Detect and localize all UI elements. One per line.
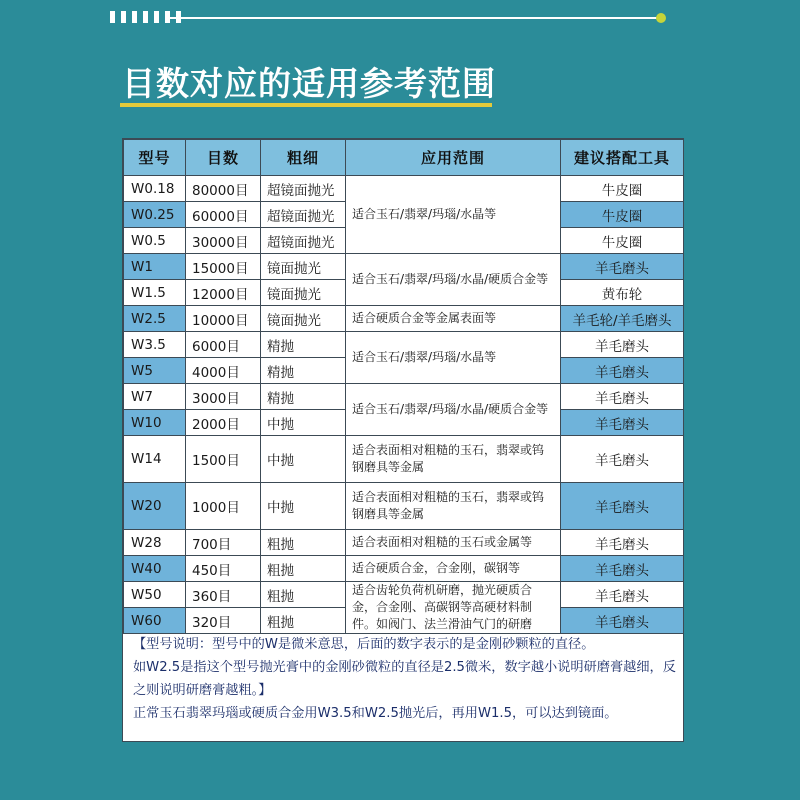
header-row <box>124 140 684 176</box>
tool-cell: 羊毛磨头 <box>561 410 684 436</box>
mesh-cell: 360目 <box>186 582 261 608</box>
model-cell: W0.18 <box>124 176 186 202</box>
mesh-cell: 700目 <box>186 530 261 556</box>
table-row <box>124 254 684 280</box>
note-line: 正常玉石翡翠玛瑙或硬质合金用W3.5和W2.5抛光后，再用W1.5，可以达到镜面。 <box>133 706 618 721</box>
table-row <box>124 306 684 332</box>
grade-cell: 粗抛 <box>261 556 346 582</box>
model-cell: W7 <box>124 384 186 410</box>
tool-cell: 羊毛磨头 <box>561 384 684 410</box>
grade-cell: 精抛 <box>261 384 346 410</box>
mesh-cell: 80000目 <box>186 176 261 202</box>
tool-cell: 牛皮圈 <box>561 176 684 202</box>
model-cell: W28 <box>124 530 186 556</box>
mesh-cell: 1500目 <box>186 436 261 483</box>
application-cell: 适合玉石/翡翠/玛瑙/水晶/硬质合金等 <box>346 384 561 436</box>
tool-cell: 黄布轮 <box>561 280 684 306</box>
mesh-cell: 320目 <box>186 608 261 634</box>
grade-cell: 粗抛 <box>261 530 346 556</box>
tool-cell: 羊毛磨头 <box>561 254 684 280</box>
grade-cell: 粗抛 <box>261 582 346 608</box>
tool-cell: 羊毛磨头 <box>561 530 684 556</box>
grade-cell: 超镜面抛光 <box>261 228 346 254</box>
mesh-cell: 12000目 <box>186 280 261 306</box>
mesh-cell: 6000目 <box>186 332 261 358</box>
model-cell: W2.5 <box>124 306 186 332</box>
accent-dot <box>656 13 666 23</box>
grade-cell: 镜面抛光 <box>261 306 346 332</box>
table-row <box>124 332 684 358</box>
application-cell: 适合硬质合金，合金刚，碳钢等 <box>346 556 561 582</box>
model-cell: W1.5 <box>124 280 186 306</box>
mesh-cell: 60000目 <box>186 202 261 228</box>
table-row <box>124 582 684 608</box>
application-cell: 适合齿轮负荷机研磨，抛光硬质合金，合金刚、高碳钢等高硬材料制件。如阀门、法兰滑油气门的研磨 <box>346 582 561 634</box>
note-line: 如W2.5是指这个型号抛光膏中的金刚砂微粒的直径是2.5微米，数字越小说明研磨膏越细，反之则说明研磨膏越粗。】 <box>133 660 676 698</box>
model-cell: W14 <box>124 436 186 483</box>
mesh-cell: 2000目 <box>186 410 261 436</box>
top-line <box>170 17 660 19</box>
model-cell: W40 <box>124 556 186 582</box>
table-row <box>124 556 684 582</box>
application-cell: 适合玉石/翡翠/玛瑙/水晶等 <box>346 176 561 254</box>
mesh-cell: 4000目 <box>186 358 261 384</box>
header-model: 型号 <box>124 140 186 176</box>
grade-cell: 中抛 <box>261 483 346 530</box>
grade-cell: 中抛 <box>261 410 346 436</box>
tool-cell: 牛皮圈 <box>561 202 684 228</box>
tool-cell: 羊毛磨头 <box>561 332 684 358</box>
tool-cell: 羊毛磨头 <box>561 358 684 384</box>
title-underline <box>120 103 492 107</box>
tool-cell: 羊毛磨头 <box>561 436 684 483</box>
mesh-cell: 3000目 <box>186 384 261 410</box>
model-cell: W10 <box>124 410 186 436</box>
table-row <box>124 530 684 556</box>
header-application: 应用范围 <box>346 140 561 176</box>
grade-cell: 超镜面抛光 <box>261 202 346 228</box>
mesh-cell: 450目 <box>186 556 261 582</box>
grade-cell: 精抛 <box>261 332 346 358</box>
application-cell: 适合表面相对粗糙的玉石或金属等 <box>346 530 561 556</box>
grade-cell: 镜面抛光 <box>261 254 346 280</box>
tool-cell: 牛皮圈 <box>561 228 684 254</box>
table-row <box>124 384 684 410</box>
grade-cell: 粗抛 <box>261 608 346 634</box>
tool-cell: 羊毛轮/羊毛磨头 <box>561 306 684 332</box>
application-cell: 适合表面相对粗糙的玉石，翡翠或钨钢磨具等金属 <box>346 483 561 530</box>
mesh-cell: 15000目 <box>186 254 261 280</box>
page-title: 目数对应的适用参考范围 <box>122 64 496 103</box>
application-cell: 适合玉石/翡翠/玛瑙/水晶/硬质合金等 <box>346 254 561 306</box>
reference-table <box>123 139 684 634</box>
top-decoration <box>100 8 660 26</box>
model-cell: W50 <box>124 582 186 608</box>
table-row <box>124 176 684 202</box>
grade-cell: 精抛 <box>261 358 346 384</box>
header-mesh: 目数 <box>186 140 261 176</box>
tool-cell: 羊毛磨头 <box>561 608 684 634</box>
model-notes <box>133 633 681 725</box>
table-row <box>124 436 684 483</box>
grade-cell: 镜面抛光 <box>261 280 346 306</box>
tool-cell: 羊毛磨头 <box>561 582 684 608</box>
application-cell: 适合玉石/翡翠/玛瑙/水晶等 <box>346 332 561 384</box>
model-cell: W0.25 <box>124 202 186 228</box>
note-line: 【型号说明：型号中的W是微米意思，后面的数字表示的是金刚砂颗粒的直径。 <box>133 637 595 652</box>
tool-cell: 羊毛磨头 <box>561 483 684 530</box>
header-tool: 建议搭配工具 <box>561 140 684 176</box>
model-cell: W60 <box>124 608 186 634</box>
header-grade: 粗细 <box>261 140 346 176</box>
mesh-cell: 10000目 <box>186 306 261 332</box>
model-cell: W3.5 <box>124 332 186 358</box>
table-card <box>122 138 684 742</box>
application-cell: 适合表面相对粗糙的玉石，翡翠或钨钢磨具等金属 <box>346 436 561 483</box>
grade-cell: 中抛 <box>261 436 346 483</box>
model-cell: W20 <box>124 483 186 530</box>
tool-cell: 羊毛磨头 <box>561 556 684 582</box>
mesh-cell: 1000目 <box>186 483 261 530</box>
model-cell: W1 <box>124 254 186 280</box>
table-row <box>124 483 684 530</box>
mesh-cell: 30000目 <box>186 228 261 254</box>
grade-cell: 超镜面抛光 <box>261 176 346 202</box>
model-cell: W0.5 <box>124 228 186 254</box>
model-cell: W5 <box>124 358 186 384</box>
application-cell: 适合硬质合金等金属表面等 <box>346 306 561 332</box>
